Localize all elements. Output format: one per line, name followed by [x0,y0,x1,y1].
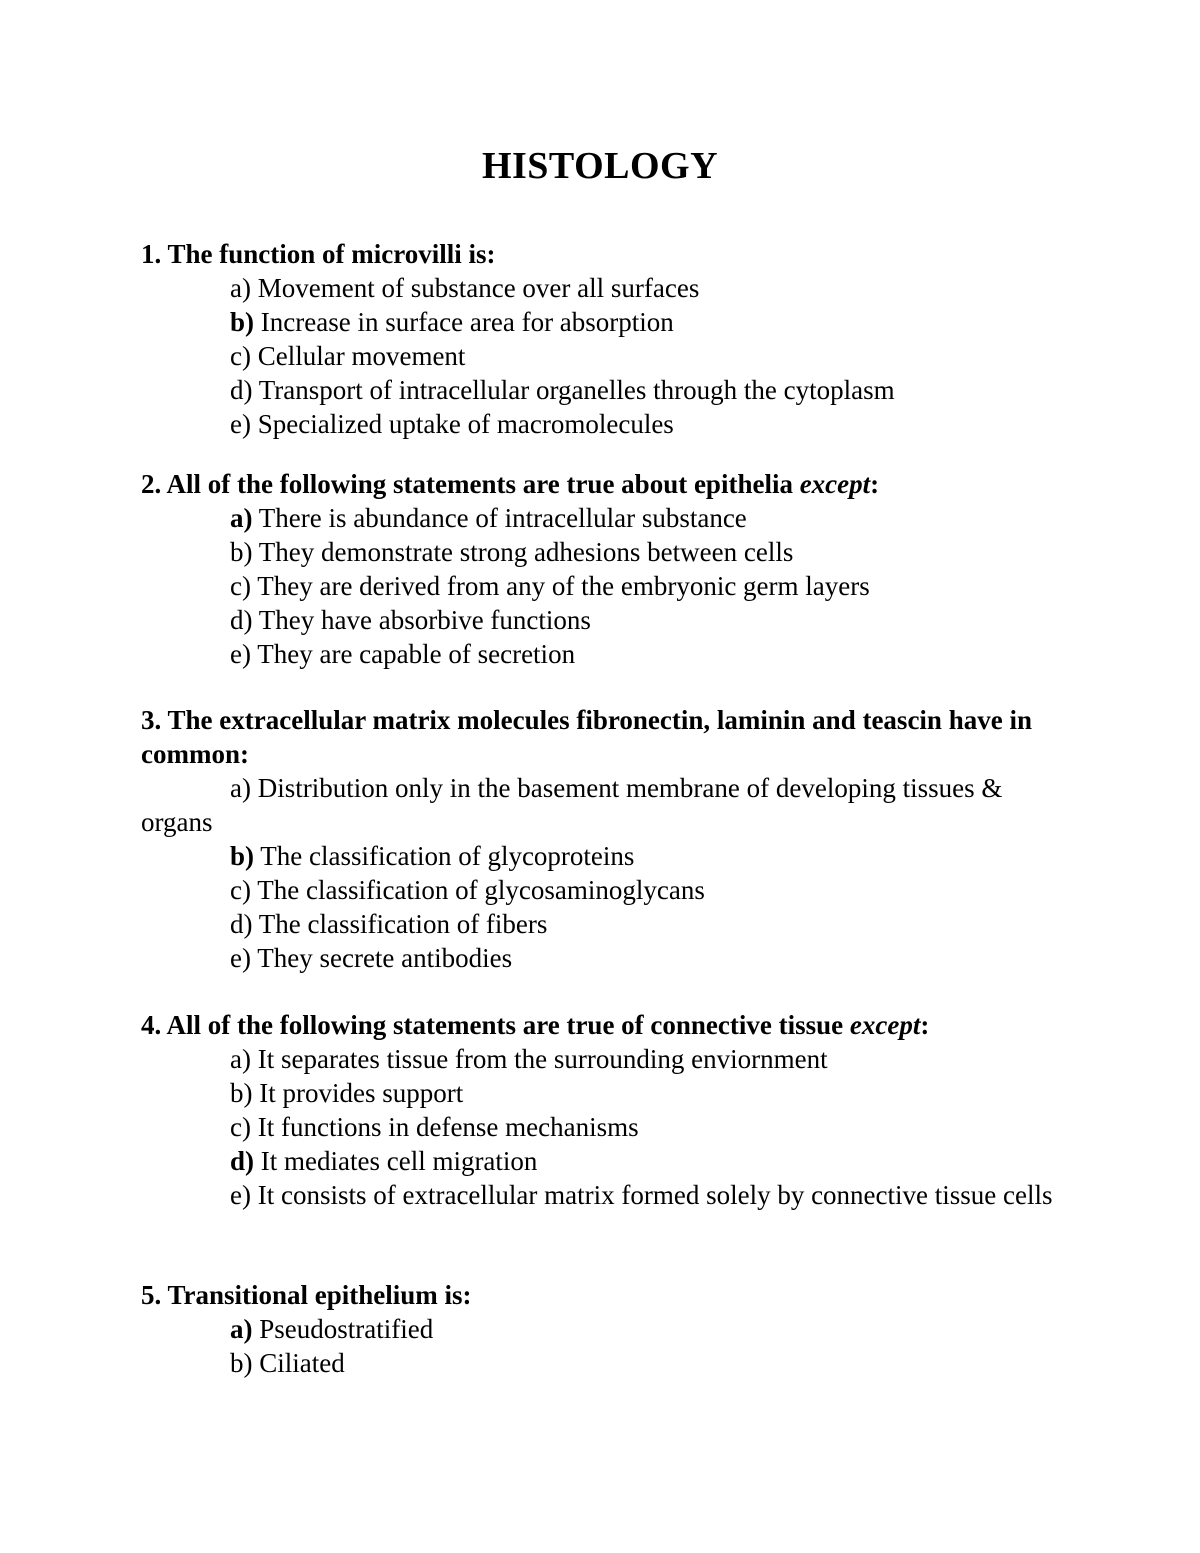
answer-option [141,771,1061,839]
answer-option [141,873,1061,907]
answer-option [141,407,1061,441]
question-stem-suffix: : [870,469,880,499]
question-stem-text: 1. The function of microvilli is: [141,239,496,269]
question-stem-text: 4. All of the following statements are true of connective tissue [141,1010,850,1040]
answer-option-letter: a) [230,273,251,303]
answer-option-text: The classification of glycosaminoglycans [250,875,705,905]
answer-option [141,941,1061,975]
question-4 [141,1008,1061,1212]
answer-option-letter: a) [230,1044,251,1074]
answer-option-letter: e) [230,943,251,973]
question-stem-emphasis: except [849,1010,921,1040]
question-stem [141,1278,1061,1312]
answer-option [141,1312,1061,1346]
answer-option [141,1178,1061,1212]
question-stem [141,703,1061,771]
answer-option-letter: a) [230,773,251,803]
answer-option-letter: b) [230,1348,253,1378]
answer-option [141,569,1061,603]
answer-option-letter: c) [230,571,251,601]
answer-option-letter: c) [230,875,251,905]
answer-option-letter: b) [230,537,253,567]
answer-option [141,339,1061,373]
page-title: HISTOLOGY [481,145,719,187]
answer-option-text: The classification of fibers [252,909,548,939]
answer-option-letter: d) [230,909,253,939]
question-stem-emphasis: except [799,469,871,499]
question-stem [141,467,1061,501]
answer-option-text: Distribution only in the basement membrane of developing tissues & organs [141,773,1003,837]
answer-option-letter: b) [230,307,255,337]
answer-option-letter: d) [230,375,253,405]
answer-option-text: They secrete antibodies [250,943,513,973]
question-stem-text: 2. All of the following statements are true about epithelia [141,469,800,499]
answer-option-letter: c) [230,341,251,371]
answer-option-text: Pseudostratified [252,1314,434,1344]
question-stem-text: 5. Transitional epithelium is: [141,1280,472,1310]
answer-option [141,1110,1061,1144]
answer-option-text: Increase in surface area for absorption [254,307,674,337]
answer-option-text: Movement of substance over all surfaces [250,273,700,303]
answer-option-text: Ciliated [252,1348,345,1378]
answer-option-letter: d) [230,1146,255,1176]
answer-option-text: Cellular movement [250,341,466,371]
answer-option-letter: e) [230,639,251,669]
answer-option [141,1042,1061,1076]
answer-option [141,1144,1061,1178]
answer-option-text: They are derived from any of the embryonic germ layers [250,571,870,601]
answer-option [141,1346,1061,1380]
answer-option-text: It mediates cell migration [254,1146,538,1176]
question-stem-suffix: : [920,1010,930,1040]
question-1 [141,237,1061,441]
question-stem [141,1008,1061,1042]
answer-option [141,637,1061,671]
question-stem [141,237,1061,271]
question-3 [141,703,1061,975]
answer-option-text: It separates tissue from the surrounding enviornment [250,1044,828,1074]
answer-option [141,305,1061,339]
answer-option-text: It provides support [252,1078,464,1108]
answer-option [141,271,1061,305]
answer-option-letter: a) [230,1314,253,1344]
answer-option-letter: a) [230,503,253,533]
answer-option-letter: e) [230,409,251,439]
answer-option [141,373,1061,407]
answer-option-letter: c) [230,1112,251,1142]
question-stem-text: 3. The extracellular matrix molecules fibronectin, laminin and teascin have in common: [141,705,1032,769]
question-5 [141,1278,1061,1380]
answer-option [141,1076,1061,1110]
question-2 [141,467,1061,671]
answer-option-text: They demonstrate strong adhesions between cells [252,537,794,567]
answer-option-letter: e) [230,1180,251,1210]
answer-option-text: They are capable of secretion [250,639,576,669]
answer-option-letter: b) [230,1078,253,1108]
answer-option-text: Transport of intracellular organelles through the cytoplasm [252,375,895,405]
answer-option [141,839,1061,873]
answer-option-letter: b) [230,841,255,871]
answer-option-text: They have absorbive functions [252,605,591,635]
answer-option [141,603,1061,637]
answer-option [141,535,1061,569]
answer-option [141,907,1061,941]
answer-option [141,501,1061,535]
answer-option-text: The classification of glycoproteins [254,841,635,871]
answer-option-letter: d) [230,605,253,635]
answer-option-text: It consists of extracellular matrix formed solely by connective tissue cells [250,1180,1053,1210]
answer-option-text: There is abundance of intracellular substance [252,503,747,533]
answer-option-text: Specialized uptake of macromolecules [250,409,674,439]
answer-option-text: It functions in defense mechanisms [250,1112,639,1142]
